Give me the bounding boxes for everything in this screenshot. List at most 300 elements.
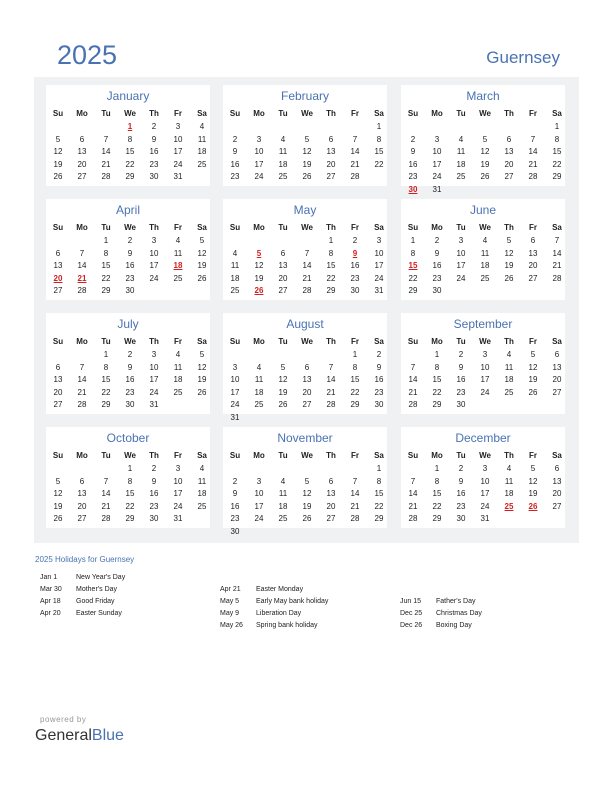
- day-cell[interactable]: 11: [504, 362, 514, 372]
- day-cell[interactable]: 1: [434, 350, 440, 359]
- day-cell[interactable]: 18: [197, 489, 207, 498]
- day-cell[interactable]: 17: [374, 261, 384, 270]
- day-cell[interactable]: 4: [232, 248, 238, 258]
- day-cell[interactable]: 24: [254, 172, 264, 181]
- day-cell[interactable]: 24: [432, 172, 442, 181]
- day-cell[interactable]: 17: [149, 261, 159, 270]
- day-cell[interactable]: 10: [432, 147, 442, 156]
- day-cell[interactable]: 10: [480, 362, 490, 372]
- day-cell[interactable]: 13: [302, 375, 312, 384]
- day-cell[interactable]: 4: [458, 134, 464, 144]
- day-cell[interactable]: 20: [302, 387, 312, 397]
- day-cell[interactable]: 23: [149, 501, 159, 511]
- day-cell[interactable]: 18: [278, 501, 288, 511]
- day-cell[interactable]: 29: [408, 286, 418, 295]
- day-cell[interactable]: 26: [278, 400, 288, 409]
- day-cell[interactable]: 3: [482, 464, 488, 473]
- day-cell[interactable]: 3: [151, 236, 157, 245]
- day-cell[interactable]: 23: [230, 514, 240, 523]
- day-cell[interactable]: 25: [254, 400, 264, 409]
- day-cell[interactable]: 6: [554, 464, 560, 473]
- day-cell[interactable]: 29: [432, 514, 442, 523]
- day-cell[interactable]: 14: [101, 147, 111, 156]
- day-cell[interactable]: 20: [528, 261, 538, 270]
- day-cell[interactable]: 30: [350, 286, 360, 295]
- day-cell[interactable]: 27: [504, 172, 514, 181]
- day-cell[interactable]: 6: [328, 134, 334, 144]
- day-cell[interactable]: 2: [232, 134, 238, 144]
- day-cell[interactable]: 9: [458, 362, 464, 372]
- day-cell[interactable]: 12: [302, 147, 312, 156]
- day-cell[interactable]: 9: [434, 248, 440, 258]
- day-cell[interactable]: 12: [528, 362, 538, 372]
- day-cell[interactable]: 16: [408, 159, 418, 169]
- day-cell[interactable]: 29: [552, 172, 562, 181]
- day-cell[interactable]: 22: [125, 159, 135, 169]
- day-cell[interactable]: 26: [53, 514, 63, 523]
- day-cell[interactable]: 11: [197, 476, 207, 486]
- day-cell[interactable]: 4: [506, 464, 512, 473]
- day-cell[interactable]: 21: [408, 501, 418, 511]
- holiday-day-cell[interactable]: 26: [254, 286, 264, 295]
- day-cell[interactable]: 17: [480, 489, 490, 498]
- day-cell[interactable]: 17: [254, 501, 264, 511]
- day-cell[interactable]: 13: [77, 489, 87, 498]
- day-cell[interactable]: 4: [482, 236, 488, 245]
- day-cell[interactable]: 1: [127, 464, 133, 473]
- day-cell[interactable]: 19: [197, 261, 207, 270]
- day-cell[interactable]: 22: [326, 273, 336, 283]
- holiday-day-cell[interactable]: 30: [408, 184, 418, 194]
- day-cell[interactable]: 22: [408, 273, 418, 283]
- day-cell[interactable]: 8: [127, 134, 133, 144]
- day-cell[interactable]: 26: [197, 273, 207, 283]
- day-cell[interactable]: 24: [480, 387, 490, 397]
- day-cell[interactable]: 14: [350, 489, 360, 498]
- day-cell[interactable]: 13: [504, 147, 514, 156]
- day-cell[interactable]: 6: [506, 134, 512, 144]
- day-cell[interactable]: 2: [352, 236, 358, 245]
- day-cell[interactable]: 10: [173, 476, 183, 486]
- day-cell[interactable]: 29: [350, 400, 360, 409]
- day-cell[interactable]: 12: [302, 489, 312, 498]
- day-cell[interactable]: 21: [408, 387, 418, 397]
- day-cell[interactable]: 15: [101, 375, 111, 384]
- day-cell[interactable]: 1: [376, 122, 382, 131]
- day-cell[interactable]: 12: [197, 248, 207, 258]
- day-cell[interactable]: 25: [278, 172, 288, 181]
- day-cell[interactable]: 1: [410, 236, 416, 245]
- day-cell[interactable]: 6: [304, 362, 310, 372]
- day-cell[interactable]: 3: [376, 236, 382, 245]
- day-cell[interactable]: 5: [199, 236, 205, 245]
- day-cell[interactable]: 24: [173, 501, 183, 511]
- day-cell[interactable]: 11: [456, 147, 466, 156]
- day-cell[interactable]: 1: [434, 464, 440, 473]
- day-cell[interactable]: 15: [125, 147, 135, 156]
- holiday-day-cell[interactable]: 26: [528, 501, 538, 511]
- day-cell[interactable]: 14: [552, 248, 562, 258]
- day-cell[interactable]: 4: [506, 350, 512, 359]
- day-cell[interactable]: 3: [175, 464, 181, 473]
- day-cell[interactable]: 22: [432, 501, 442, 511]
- day-cell[interactable]: 1: [103, 236, 109, 245]
- day-cell[interactable]: 24: [254, 514, 264, 523]
- day-cell[interactable]: 28: [408, 400, 418, 409]
- day-cell[interactable]: 19: [278, 387, 288, 397]
- day-cell[interactable]: 29: [432, 400, 442, 409]
- day-cell[interactable]: 22: [552, 159, 562, 169]
- day-cell[interactable]: 18: [230, 273, 240, 283]
- day-cell[interactable]: 8: [103, 248, 109, 258]
- day-cell[interactable]: 18: [197, 147, 207, 156]
- day-cell[interactable]: 31: [480, 514, 490, 523]
- day-cell[interactable]: 9: [151, 476, 157, 486]
- day-cell[interactable]: 17: [173, 147, 183, 156]
- day-cell[interactable]: 21: [101, 159, 111, 169]
- day-cell[interactable]: 10: [149, 248, 159, 258]
- day-cell[interactable]: 11: [254, 375, 264, 384]
- day-cell[interactable]: 10: [480, 476, 490, 486]
- day-cell[interactable]: 8: [554, 134, 560, 144]
- day-cell[interactable]: 16: [456, 489, 466, 498]
- day-cell[interactable]: 4: [280, 476, 286, 486]
- day-cell[interactable]: 26: [302, 514, 312, 523]
- day-cell[interactable]: 15: [374, 489, 384, 498]
- day-cell[interactable]: 16: [149, 489, 159, 498]
- day-cell[interactable]: 17: [456, 261, 466, 270]
- day-cell[interactable]: 13: [278, 261, 288, 270]
- day-cell[interactable]: 2: [458, 464, 464, 473]
- day-cell[interactable]: 25: [173, 387, 183, 397]
- day-cell[interactable]: 15: [374, 147, 384, 156]
- day-cell[interactable]: 24: [480, 501, 490, 511]
- day-cell[interactable]: 17: [432, 159, 442, 169]
- day-cell[interactable]: 23: [456, 501, 466, 511]
- day-cell[interactable]: 14: [350, 147, 360, 156]
- day-cell[interactable]: 23: [432, 273, 442, 283]
- day-cell[interactable]: 16: [125, 261, 135, 270]
- day-cell[interactable]: 12: [254, 261, 264, 270]
- day-cell[interactable]: 22: [374, 159, 384, 169]
- day-cell[interactable]: 16: [456, 375, 466, 384]
- day-cell[interactable]: 28: [77, 400, 87, 409]
- day-cell[interactable]: 17: [480, 375, 490, 384]
- day-cell[interactable]: 1: [376, 464, 382, 473]
- day-cell[interactable]: 6: [554, 350, 560, 359]
- day-cell[interactable]: 31: [173, 514, 183, 523]
- day-cell[interactable]: 4: [175, 236, 181, 245]
- day-cell[interactable]: 29: [101, 286, 111, 295]
- day-cell[interactable]: 4: [280, 134, 286, 144]
- day-cell[interactable]: 20: [278, 273, 288, 283]
- day-cell[interactable]: 6: [280, 248, 286, 258]
- day-cell[interactable]: 20: [53, 387, 63, 397]
- day-cell[interactable]: 14: [408, 375, 418, 384]
- day-cell[interactable]: 7: [79, 248, 85, 258]
- day-cell[interactable]: 13: [552, 476, 562, 486]
- day-cell[interactable]: 19: [528, 489, 538, 498]
- day-cell[interactable]: 14: [77, 375, 87, 384]
- day-cell[interactable]: 12: [53, 489, 63, 498]
- day-cell[interactable]: 25: [197, 159, 207, 169]
- day-cell[interactable]: 26: [528, 387, 538, 397]
- day-cell[interactable]: 7: [352, 134, 358, 144]
- day-cell[interactable]: 18: [254, 387, 264, 397]
- day-cell[interactable]: 19: [480, 159, 490, 169]
- day-cell[interactable]: 8: [434, 476, 440, 486]
- day-cell[interactable]: 9: [127, 362, 133, 372]
- day-cell[interactable]: 18: [480, 261, 490, 270]
- day-cell[interactable]: 14: [528, 147, 538, 156]
- day-cell[interactable]: 6: [79, 476, 85, 486]
- day-cell[interactable]: 3: [256, 134, 262, 144]
- day-cell[interactable]: 14: [408, 489, 418, 498]
- day-cell[interactable]: 7: [410, 476, 416, 486]
- day-cell[interactable]: 29: [125, 172, 135, 181]
- day-cell[interactable]: 26: [302, 172, 312, 181]
- day-cell[interactable]: 2: [232, 476, 238, 486]
- day-cell[interactable]: 19: [528, 375, 538, 384]
- day-cell[interactable]: 3: [256, 476, 262, 486]
- day-cell[interactable]: 5: [55, 134, 61, 144]
- day-cell[interactable]: 5: [482, 134, 488, 144]
- day-cell[interactable]: 28: [350, 514, 360, 523]
- day-cell[interactable]: 10: [254, 147, 264, 156]
- day-cell[interactable]: 30: [432, 286, 442, 295]
- day-cell[interactable]: 22: [350, 387, 360, 397]
- day-cell[interactable]: 5: [530, 464, 536, 473]
- day-cell[interactable]: 31: [374, 286, 384, 295]
- day-cell[interactable]: 26: [480, 172, 490, 181]
- day-cell[interactable]: 30: [456, 514, 466, 523]
- day-cell[interactable]: 31: [432, 184, 442, 194]
- day-cell[interactable]: 19: [197, 375, 207, 384]
- holiday-day-cell[interactable]: 1: [127, 122, 133, 131]
- day-cell[interactable]: 11: [173, 362, 183, 372]
- day-cell[interactable]: 16: [350, 261, 360, 270]
- day-cell[interactable]: 31: [230, 412, 240, 422]
- generalblue-logo[interactable]: [35, 727, 124, 745]
- day-cell[interactable]: 16: [230, 501, 240, 511]
- day-cell[interactable]: 15: [350, 375, 360, 384]
- day-cell[interactable]: 25: [173, 273, 183, 283]
- day-cell[interactable]: 2: [458, 350, 464, 359]
- day-cell[interactable]: 5: [304, 134, 310, 144]
- holiday-day-cell[interactable]: 5: [256, 248, 262, 258]
- day-cell[interactable]: 27: [53, 400, 63, 409]
- day-cell[interactable]: 21: [350, 159, 360, 169]
- holiday-day-cell[interactable]: 18: [173, 261, 183, 270]
- day-cell[interactable]: 13: [552, 362, 562, 372]
- day-cell[interactable]: 2: [151, 464, 157, 473]
- day-cell[interactable]: 12: [504, 248, 514, 258]
- day-cell[interactable]: 7: [103, 476, 109, 486]
- day-cell[interactable]: 15: [432, 375, 442, 384]
- day-cell[interactable]: 10: [149, 362, 159, 372]
- day-cell[interactable]: 25: [197, 501, 207, 511]
- day-cell[interactable]: 10: [374, 248, 384, 258]
- day-cell[interactable]: 30: [230, 526, 240, 536]
- day-cell[interactable]: 23: [456, 387, 466, 397]
- day-cell[interactable]: 28: [101, 172, 111, 181]
- day-cell[interactable]: 1: [554, 122, 560, 131]
- day-cell[interactable]: 13: [53, 375, 63, 384]
- day-cell[interactable]: 7: [352, 476, 358, 486]
- day-cell[interactable]: 6: [530, 236, 536, 245]
- day-cell[interactable]: 20: [504, 159, 514, 169]
- day-cell[interactable]: 21: [77, 387, 87, 397]
- day-cell[interactable]: 14: [101, 489, 111, 498]
- day-cell[interactable]: 14: [302, 261, 312, 270]
- day-cell[interactable]: 23: [125, 273, 135, 283]
- day-cell[interactable]: 6: [55, 362, 61, 372]
- day-cell[interactable]: 12: [53, 147, 63, 156]
- day-cell[interactable]: 5: [530, 350, 536, 359]
- day-cell[interactable]: 19: [53, 501, 63, 511]
- day-cell[interactable]: 13: [326, 489, 336, 498]
- day-cell[interactable]: 23: [350, 273, 360, 283]
- day-cell[interactable]: 25: [230, 286, 240, 295]
- day-cell[interactable]: 30: [149, 172, 159, 181]
- day-cell[interactable]: 29: [374, 514, 384, 523]
- day-cell[interactable]: 27: [302, 400, 312, 409]
- day-cell[interactable]: 19: [302, 501, 312, 511]
- day-cell[interactable]: 25: [278, 514, 288, 523]
- day-cell[interactable]: 18: [278, 159, 288, 169]
- day-cell[interactable]: 10: [173, 134, 183, 144]
- day-cell[interactable]: 4: [199, 122, 205, 131]
- day-cell[interactable]: 16: [432, 261, 442, 270]
- holiday-day-cell[interactable]: 25: [504, 501, 514, 511]
- day-cell[interactable]: 18: [456, 159, 466, 169]
- day-cell[interactable]: 15: [125, 489, 135, 498]
- day-cell[interactable]: 27: [552, 387, 562, 397]
- day-cell[interactable]: 22: [125, 501, 135, 511]
- day-cell[interactable]: 11: [480, 248, 490, 258]
- day-cell[interactable]: 28: [302, 286, 312, 295]
- day-cell[interactable]: 27: [278, 286, 288, 295]
- holiday-day-cell[interactable]: 15: [408, 261, 418, 270]
- day-cell[interactable]: 2: [410, 134, 416, 144]
- day-cell[interactable]: 6: [55, 248, 61, 258]
- day-cell[interactable]: 24: [230, 400, 240, 409]
- day-cell[interactable]: 31: [173, 172, 183, 181]
- day-cell[interactable]: 30: [456, 400, 466, 409]
- day-cell[interactable]: 7: [328, 362, 334, 372]
- day-cell[interactable]: 3: [151, 350, 157, 359]
- day-cell[interactable]: 16: [149, 147, 159, 156]
- day-cell[interactable]: 23: [230, 172, 240, 181]
- day-cell[interactable]: 13: [77, 147, 87, 156]
- day-cell[interactable]: 3: [482, 350, 488, 359]
- day-cell[interactable]: 5: [506, 236, 512, 245]
- day-cell[interactable]: 6: [328, 476, 334, 486]
- day-cell[interactable]: 4: [175, 350, 181, 359]
- day-cell[interactable]: 28: [552, 273, 562, 283]
- day-cell[interactable]: 7: [103, 134, 109, 144]
- day-cell[interactable]: 28: [350, 172, 360, 181]
- day-cell[interactable]: 23: [408, 172, 418, 181]
- day-cell[interactable]: 9: [458, 476, 464, 486]
- day-cell[interactable]: 12: [278, 375, 288, 384]
- day-cell[interactable]: 23: [125, 387, 135, 397]
- holiday-day-cell[interactable]: 9: [352, 248, 358, 258]
- day-cell[interactable]: 26: [197, 387, 207, 397]
- day-cell[interactable]: 9: [127, 248, 133, 258]
- day-cell[interactable]: 7: [79, 362, 85, 372]
- day-cell[interactable]: 29: [125, 514, 135, 523]
- day-cell[interactable]: 29: [326, 286, 336, 295]
- day-cell[interactable]: 22: [101, 387, 111, 397]
- day-cell[interactable]: 11: [504, 476, 514, 486]
- day-cell[interactable]: 6: [79, 134, 85, 144]
- day-cell[interactable]: 7: [304, 248, 310, 258]
- day-cell[interactable]: 19: [254, 273, 264, 283]
- day-cell[interactable]: 2: [434, 236, 440, 245]
- day-cell[interactable]: 12: [528, 476, 538, 486]
- day-cell[interactable]: 9: [232, 147, 238, 156]
- day-cell[interactable]: 19: [302, 159, 312, 169]
- day-cell[interactable]: 5: [199, 350, 205, 359]
- day-cell[interactable]: 8: [410, 248, 416, 258]
- day-cell[interactable]: 24: [456, 273, 466, 283]
- day-cell[interactable]: 16: [230, 159, 240, 169]
- day-cell[interactable]: 12: [480, 147, 490, 156]
- day-cell[interactable]: 3: [434, 134, 440, 144]
- day-cell[interactable]: 25: [456, 172, 466, 181]
- day-cell[interactable]: 28: [528, 172, 538, 181]
- day-cell[interactable]: 16: [374, 375, 384, 384]
- day-cell[interactable]: 1: [103, 350, 109, 359]
- day-cell[interactable]: 13: [326, 147, 336, 156]
- day-cell[interactable]: 3: [232, 362, 238, 372]
- day-cell[interactable]: 1: [352, 350, 358, 359]
- day-cell[interactable]: 10: [254, 489, 264, 498]
- day-cell[interactable]: 11: [278, 147, 288, 156]
- day-cell[interactable]: 27: [77, 172, 87, 181]
- day-cell[interactable]: 15: [432, 489, 442, 498]
- day-cell[interactable]: 29: [101, 400, 111, 409]
- day-cell[interactable]: 24: [149, 273, 159, 283]
- day-cell[interactable]: 10: [456, 248, 466, 258]
- day-cell[interactable]: 15: [326, 261, 336, 270]
- day-cell[interactable]: 2: [376, 350, 382, 359]
- day-cell[interactable]: 2: [151, 122, 157, 131]
- day-cell[interactable]: 20: [326, 159, 336, 169]
- day-cell[interactable]: 7: [554, 236, 560, 245]
- day-cell[interactable]: 24: [149, 387, 159, 397]
- day-cell[interactable]: 11: [278, 489, 288, 498]
- day-cell[interactable]: 28: [408, 514, 418, 523]
- day-cell[interactable]: 21: [101, 501, 111, 511]
- day-cell[interactable]: 24: [173, 159, 183, 169]
- day-cell[interactable]: 10: [230, 375, 240, 384]
- day-cell[interactable]: 15: [552, 147, 562, 156]
- day-cell[interactable]: 8: [127, 476, 133, 486]
- day-cell[interactable]: 30: [374, 400, 384, 409]
- day-cell[interactable]: 5: [280, 362, 286, 372]
- day-cell[interactable]: 21: [552, 261, 562, 270]
- day-cell[interactable]: 18: [504, 489, 514, 498]
- day-cell[interactable]: 27: [552, 501, 562, 511]
- day-cell[interactable]: 2: [127, 236, 133, 245]
- day-cell[interactable]: 19: [53, 159, 63, 169]
- day-cell[interactable]: 21: [326, 387, 336, 397]
- day-cell[interactable]: 9: [410, 147, 416, 156]
- day-cell[interactable]: 30: [149, 514, 159, 523]
- holiday-day-cell[interactable]: 21: [77, 273, 87, 283]
